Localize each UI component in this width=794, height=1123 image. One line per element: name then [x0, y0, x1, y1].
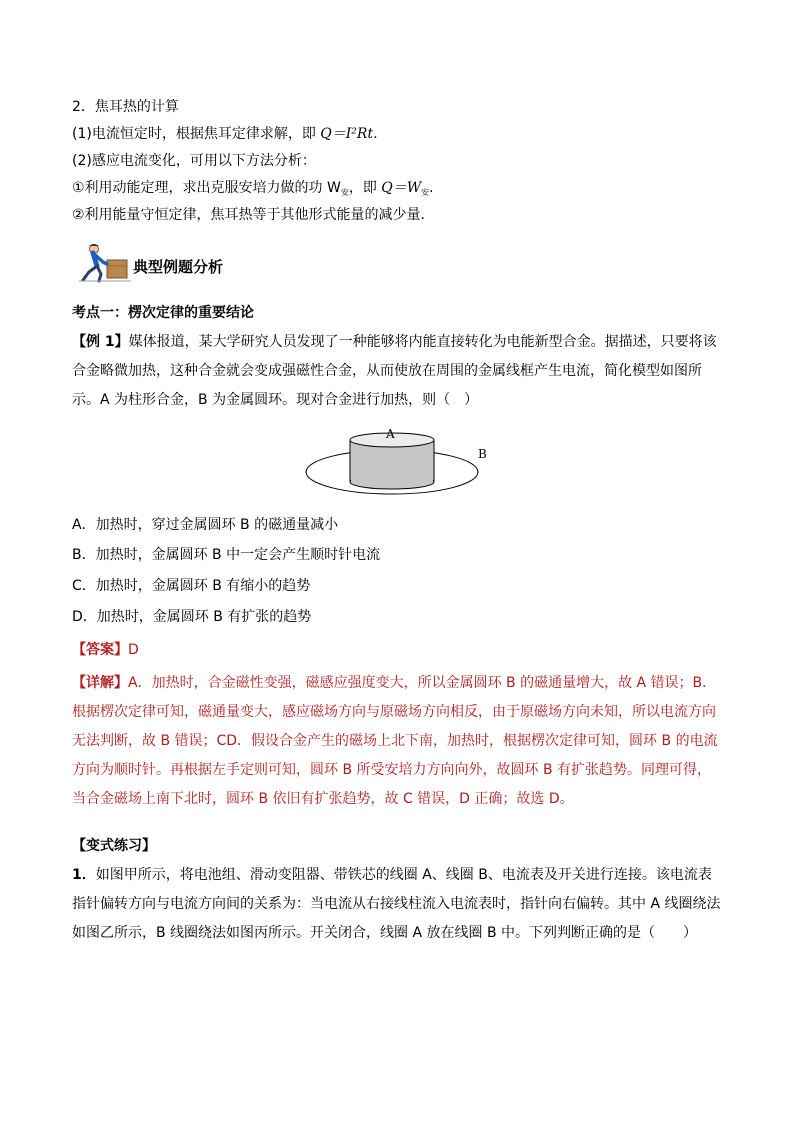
joule-line-2: (2)感应电流变化，可用以下方法分析：: [72, 153, 316, 169]
joule-line-3-mid: ，即: [348, 180, 382, 196]
joule-line-1-text: (1)电流恒定时，根据焦耳定律求解，即: [72, 126, 321, 142]
joule-line-4: ②利用能量守恒定律，焦耳热等于其他形式能量的减少量．: [72, 207, 435, 223]
example-1-text: 媒体报道，某大学研究人员发现了一种能够将内能直接转化为电能新型合金。据描述，只要将该合金略微加热，这种合金就会变成强磁性合金，从而使放在周围的金属线框产生电流，简化模型如图所示。A 为柱形合金，B 为金属圆环。现对合金进行加热，则（ ）: [72, 334, 717, 408]
option-d: D．加热时，金属圆环 B 有扩张的趋势: [72, 609, 312, 625]
example-1-tag: 【例 1】: [72, 334, 129, 350]
practice-heading: 【变式练习】: [72, 838, 156, 854]
answer-value: D: [128, 642, 139, 658]
kaodian-title: 考点一：楞次定律的重要结论: [72, 305, 254, 321]
detail-paragraph: [72, 669, 722, 814]
example-1-stem: [72, 328, 722, 415]
joule-line-3-sub2: 安: [421, 188, 430, 197]
practice-q1-num: 1．: [72, 867, 96, 883]
answer-line: [72, 640, 139, 660]
joule-line-3-eq: ＝W: [392, 180, 422, 196]
joule-formula-rest: ＝I²Rt.: [331, 126, 378, 142]
section-title: 典型例题分析: [133, 258, 224, 276]
option-a: A．加热时，穿过金属圆环 B 的磁通量减小: [72, 517, 339, 533]
label-a: A: [386, 427, 395, 441]
alloy-ring-figure: [300, 424, 500, 502]
person-pushing-box-icon: [77, 240, 133, 284]
detail-tag: 【详解】: [72, 675, 128, 691]
joule-line-3: [72, 178, 434, 203]
joule-line-3-q: Q: [381, 180, 393, 196]
detail-text: A．加热时，合金磁性变强，磁感应强度变大，所以金属圆环 B 的磁通量增大，故 A 错误；B．根据楞次定律可知，磁通量变大，感应磁场方向与原磁场方向相反，由于原磁场方向未知，所以电流方向无法判断，故 B 错误；CD．假设合金产生的磁场上北下南，加热时，根据楞次定律可知，圆环 B 的电流方向为顺时针。再根据左手定则可知，圆环 B 所受安培力方向向外，故圆环 B 有扩张趋势。同理可得，当合金磁场上南下北时，圆环 B 依旧有扩张趋势，故 C 错误，D 正确；故选 D。: [72, 675, 718, 807]
joule-formula-q: Q: [320, 126, 332, 142]
joule-heading: 2．焦耳热的计算: [72, 99, 179, 115]
practice-q1: [72, 861, 722, 948]
joule-line-3-sub: 安: [340, 188, 349, 197]
joule-line-1: [72, 124, 378, 144]
label-b: B: [478, 447, 487, 461]
joule-line-3-text: ①利用动能定理，求出克服安培力做的功 W: [72, 180, 341, 196]
option-c: C．加热时，金属圆环 B 有缩小的趋势: [72, 578, 311, 594]
answer-tag: 【答案】: [72, 642, 128, 658]
option-b: B．加热时，金属圆环 B 中一定会产生顺时针电流: [72, 547, 381, 563]
practice-q1-text: 如图甲所示，将电池组、滑动变阻器、带铁芯的线圈 A、线圈 B、电流表及开关进行连接。该电流表指针偏转方向与电流方向间的关系为：当电流从右接线柱流入电流表时，指针向右偏转。其中 A 线圈绕法如图乙所示，B 线圈绕法如图丙所示。开关闭合，线圈 A 放在线圈 B 中。下列判断正确的是（ ）: [72, 867, 721, 941]
joule-line-3-end: .: [429, 180, 434, 196]
